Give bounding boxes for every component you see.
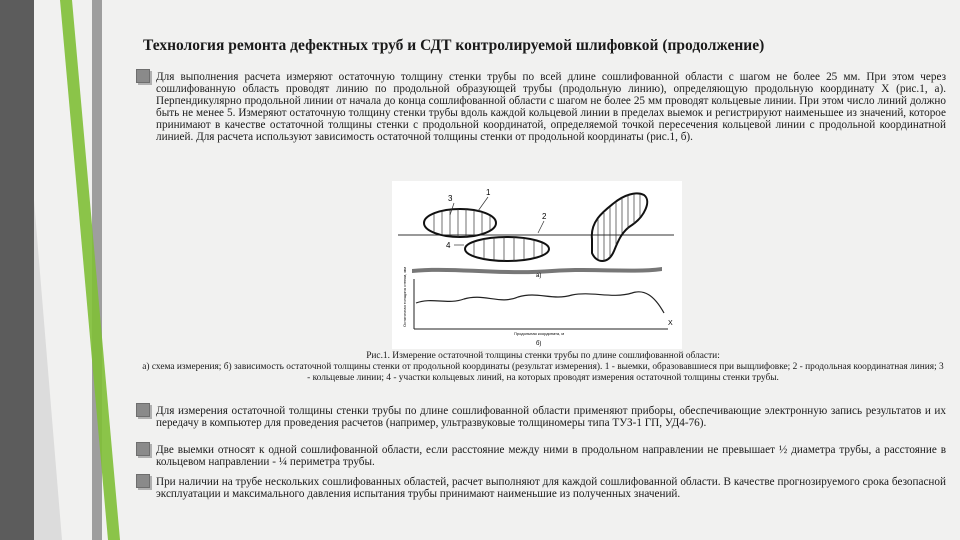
figure-1 — [392, 181, 682, 349]
label-x: X — [668, 320, 673, 327]
paragraph-measurement: Для выполнения расчета измеряют остаточную толщину стенки трубы по всей длине сошлифованной области с шагом не более 25 мм. При этом через сошлифованную область проводят линию по продольной образующей трубы (продольную линию), определяющую продольную координату X (рис.1, а). Перпендикулярно продольной линии от начала до конца сошлифованной области с шагом не более 25 мм проводят кольцевые линии. При этом число линий должно быть не менее 5. Измеряют остаточную толщину стенки трубы вдоль каждой кольцевой линии в пределах выемок и регистрируют наименьшее из значений, которое принимают в качестве остаточной толщины стенки с продольной координатой, определяемой точкой пересечения кольцевой линии с продольной координатной линией. Для расчета используют зависимость остаточной толщины стенки от продольной координаты (рис.1, б). — [156, 71, 946, 144]
figure-caption — [140, 351, 946, 384]
label-a: а) — [536, 273, 542, 279]
caption-title: Рис.1. Измерение остаточной толщины стенки трубы по длине сошлифованной области: — [366, 351, 720, 361]
recess-top-left — [424, 209, 496, 237]
label-1: 1 — [486, 188, 491, 197]
left-decorative-band — [0, 0, 130, 540]
y-axis-title: Остаточная толщина стенки, мм — [402, 266, 407, 327]
bullet-icon — [136, 442, 150, 456]
decor-dark-band — [0, 0, 34, 540]
label-3: 3 — [448, 194, 453, 203]
bullet-icon — [136, 474, 150, 488]
decor-green-stripe — [60, 0, 120, 540]
recess-right — [592, 193, 647, 261]
figure-drawing — [392, 181, 682, 349]
caption-legend: а) схема измерения; б) зависимость остаточной толщины стенки от продольной координаты (результат измерения). 1 - выемки, образовавшиеся при выщлифовке; 2 - продольная координатная линия; 3 - кольцевые линии; 4 - участки кольцевых линий, на которых проводят измерения остаточной толщины стенки трубы. — [142, 362, 944, 383]
x-axis-title: Продольная координата, м — [514, 331, 565, 336]
label-2: 2 — [542, 212, 547, 221]
slide-title: Технология ремонта дефектных труб и СДТ контролируемой шлифовкой (продолжение) — [143, 37, 765, 54]
paragraph-multiple-areas: При наличии на трубе нескольких сошлифованных областей, расчет выполняют для каждой сошлифованной области. В качестве прогнозируемого срока безопасной эксплуатации и максимального давления испытания трубы принимают наименьшие из полученных значений. — [156, 476, 946, 501]
label-b: б) — [536, 341, 542, 347]
paragraph-recess-grouping: Две выемки относят к одной сошлифованной области, если расстояние между ними в продольном направлении не превышает ½ диаметра трубы, а расстояние в кольцевом направлении - ¼ периметра трубы. — [156, 444, 946, 469]
decor-light-wedge — [34, 200, 62, 540]
recess-bottom-middle — [465, 237, 549, 261]
bullet-icon — [136, 403, 150, 417]
paragraph-instruments: Для измерения остаточной толщины стенки трубы по длине сошлифованной области применяют приборы, обеспечивающие электронную запись результатов и их передачу в компьютер для проведения расчетов (например, ультразвуковые толщиномеры типа ТУЗ-1 ГП, УД4-76). — [156, 405, 946, 430]
thickness-curve — [416, 292, 664, 313]
label-4: 4 — [446, 241, 451, 250]
bullet-icon — [136, 69, 150, 83]
